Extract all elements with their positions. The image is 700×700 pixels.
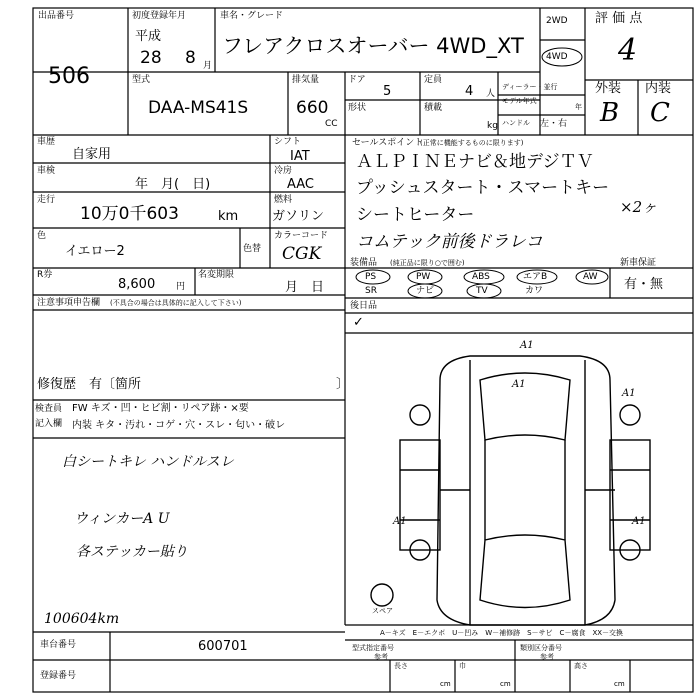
- lot-number: 506: [48, 64, 90, 89]
- spare-label: スペア: [372, 607, 393, 615]
- rear-items-label: 後日品: [350, 301, 378, 311]
- ac-value: AAC: [287, 177, 314, 192]
- color-code-label: カラーコード: [274, 231, 329, 241]
- displacement-label: 排気量: [292, 75, 320, 85]
- new-car-warranty-label: 新車保証: [620, 258, 657, 268]
- color-code-value: CGK: [282, 244, 322, 264]
- drive-4wd: 4WD: [546, 52, 568, 62]
- damage-legend: A－キズ E－エクボ U－凹み W－補修跡 S－サビ C－腐食 XX－交換: [380, 629, 624, 637]
- shift-value: IAT: [290, 149, 310, 164]
- chassis-value: 600701: [198, 639, 248, 654]
- damage-mark-hood: A1: [512, 379, 526, 390]
- inspector-row-2: 内装 キタ・汚れ・コゲ・穴・スレ・匂い・破レ: [72, 420, 286, 431]
- width-cm: cm: [500, 680, 511, 688]
- era: 平成: [135, 29, 162, 44]
- reg-month: 8: [185, 48, 196, 68]
- doors-label: ドア: [348, 75, 366, 85]
- fuel-label: 燃料: [274, 195, 293, 205]
- model-grade-label: 車名・グレード: [220, 11, 284, 21]
- interior-grade: C: [650, 98, 670, 128]
- equip-leather: カワ: [525, 286, 544, 296]
- capacity-label: 定員: [424, 75, 443, 85]
- displacement-value: 660: [296, 98, 329, 118]
- kg-unit: kg: [487, 121, 498, 131]
- cc-unit: CC: [325, 119, 338, 129]
- color-label: 色: [37, 231, 47, 241]
- selling-point-handwritten-qty: ×2ヶ: [620, 198, 658, 216]
- handle-label: ハンドル: [502, 119, 530, 127]
- model-year-label: モデル年式: [502, 97, 537, 105]
- equip-abs: ABS: [472, 272, 490, 282]
- lot-label: 出品番号: [38, 11, 75, 21]
- chassis-label: 車台番号: [40, 640, 77, 650]
- reg-year: 28: [140, 48, 162, 68]
- length-label: 長さ: [394, 662, 408, 670]
- color-replace-label: 色替: [243, 244, 262, 254]
- history-value: 自家用: [72, 147, 112, 162]
- type-spec-label: 型式指定番号: [352, 644, 394, 652]
- height-cm: cm: [614, 680, 625, 688]
- inspection-value: 年 月( 日): [135, 177, 211, 192]
- mileage-label: 走行: [37, 195, 56, 205]
- equip-pw: PW: [416, 272, 431, 282]
- selling-points-label: セールスポイント: [352, 138, 424, 148]
- handle-value: 左・右: [540, 119, 568, 129]
- notes-sub: (不具合の場合は具体的に記入して下さい): [110, 299, 242, 307]
- ac-label: 冷房: [274, 166, 293, 176]
- person-unit: 人: [486, 89, 496, 99]
- equip-ps: PS: [365, 272, 377, 282]
- selling-point-3: シートヒーター: [356, 205, 475, 225]
- score-value: 4: [618, 33, 638, 68]
- fuel-value: ガソリン: [272, 209, 325, 224]
- width-label: 巾: [459, 662, 466, 670]
- load-label: 積載: [424, 103, 443, 113]
- selling-point-1: ＡＬＰＩＮＥナビ＆地デジＴＶ: [356, 152, 594, 172]
- shift-label: シフト: [274, 137, 302, 147]
- selling-points-note: (正常に機能するものに限ります): [420, 139, 524, 147]
- repair-history-close: 〕: [336, 377, 350, 392]
- category-ref: 参考: [540, 653, 554, 661]
- color-value: イエロー2: [65, 244, 125, 259]
- damage-mark-right-side: A1: [632, 516, 646, 527]
- yen-unit: 円: [176, 282, 186, 292]
- car-diagram: [371, 356, 650, 625]
- handwritten-note-1: 白シートキレ ハンドルスレ: [62, 454, 234, 470]
- inspector-label-2: 記入欄: [35, 419, 63, 429]
- deadline-value: 月 日: [285, 280, 325, 295]
- selling-point-2: プッシュスタート・スマートキー: [356, 178, 610, 198]
- handwritten-note-3: 各ステッカー貼り: [76, 544, 188, 560]
- month-unit: 月: [203, 61, 213, 71]
- km-unit: km: [218, 209, 239, 224]
- type-spec-ref: 参考: [374, 653, 388, 661]
- height-label: 高さ: [574, 662, 588, 670]
- type-value: DAA-MS41S: [148, 98, 249, 118]
- exterior-grade: B: [600, 98, 620, 128]
- drive-2wd: 2WD: [546, 16, 568, 26]
- length-cm: cm: [440, 680, 451, 688]
- first-reg-label: 初度登録年月: [132, 11, 187, 21]
- mileage-value: 10万0千603: [80, 204, 179, 224]
- repair-history: 修復歴 有〔箇所: [37, 377, 142, 392]
- equipment-label: 装備品: [350, 258, 378, 268]
- registration-label: 登録番号: [40, 671, 77, 681]
- equip-navi: ナビ: [416, 286, 435, 296]
- notes-label: 注意事項申告欄: [37, 298, 101, 308]
- category-label: 類別区分番号: [520, 644, 562, 652]
- capacity-value: 4: [465, 84, 474, 99]
- inspector-label-1: 検査員: [35, 404, 63, 414]
- year-unit: 年: [575, 103, 582, 111]
- equip-tv: TV: [476, 286, 488, 296]
- shape-label: 形状: [348, 103, 367, 113]
- type-label: 型式: [132, 75, 151, 85]
- damage-mark-right-front: A1: [622, 388, 636, 399]
- new-car-warranty-value: 有・無: [624, 277, 664, 292]
- dealer-label: ディーラー・並行: [502, 83, 558, 91]
- recycle-value: 8,600: [118, 277, 156, 292]
- selling-point-handwritten: コムテック前後ドラレコ: [356, 232, 543, 252]
- handwritten-mileage: 100604km: [44, 611, 120, 627]
- equip-airbag: エアB: [523, 272, 548, 282]
- model-name: フレアクロスオーバー 4WD_XT: [222, 34, 524, 58]
- equip-aw: AW: [583, 272, 598, 282]
- equip-sr: SR: [365, 286, 377, 296]
- damage-mark-left-side: A1: [393, 516, 407, 527]
- inspection-label: 車検: [37, 166, 56, 176]
- rear-items-mark: ✓: [353, 315, 364, 330]
- doors-value: 5: [383, 84, 392, 99]
- exterior-label: 外装: [595, 81, 622, 96]
- handwritten-note-2: ウィンカーA U: [74, 511, 170, 527]
- interior-label: 内装: [645, 81, 672, 96]
- inspector-row-1: FW キズ・凹・ヒビ割・リペア跡・×要: [72, 403, 249, 414]
- recycle-label: R券: [37, 270, 53, 280]
- deadline-label: 名変期限: [198, 270, 235, 280]
- equipment-note: (純正品に限り○で囲む): [390, 259, 465, 267]
- history-label: 車歴: [37, 137, 56, 147]
- damage-mark-front: A1: [520, 340, 534, 351]
- score-label: 評 価 点: [595, 11, 643, 26]
